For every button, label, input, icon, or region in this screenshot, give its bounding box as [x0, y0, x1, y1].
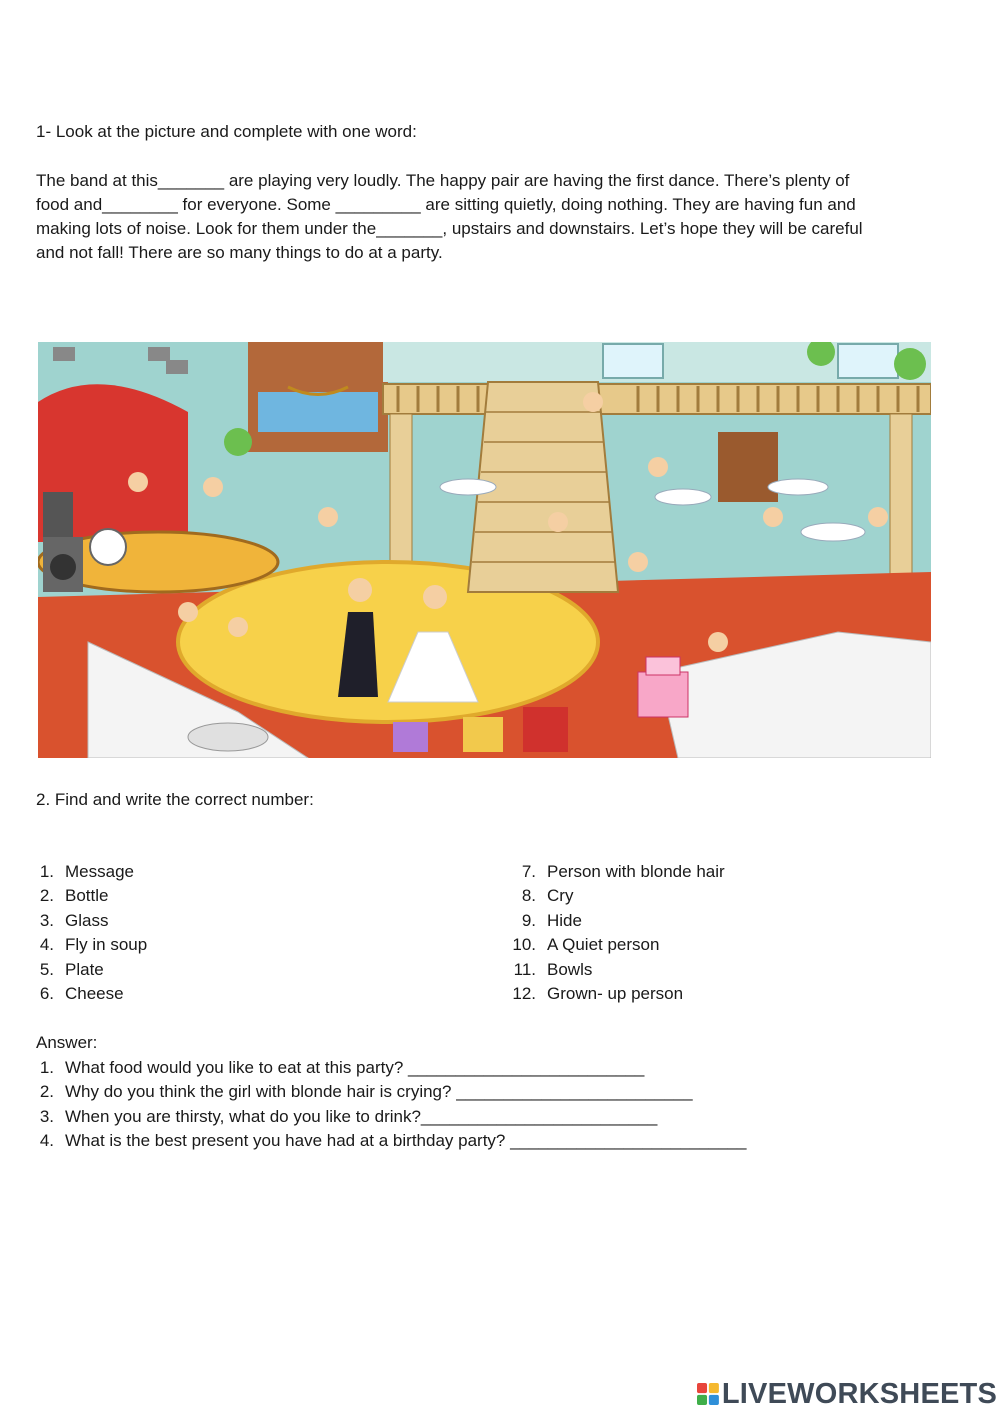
paragraph-line: and not fall! There are so many things to do at a party. [36, 243, 443, 262]
paragraph-line: food and________ for everyone. Some _________ are sitting quietly, doing nothing. They are having fun and [36, 195, 856, 214]
paragraph-line: making lots of noise. Look for them under the_______, upstairs and downstairs. Let’s hope they will be careful [36, 219, 863, 238]
list-item: 7. Person with blonde hair [521, 862, 725, 881]
exercise-1-paragraph [36, 169, 941, 265]
list-item: 5. Plate [39, 959, 104, 979]
question-item: 3. When you are thirsty, what do you like to drink?_________________________ [39, 1106, 658, 1126]
question-item: 1. What food would you like to eat at this party? _________________________ [39, 1058, 645, 1077]
list-item: 9. Hide [521, 910, 582, 930]
logo-text: LIVEWORKSHEETS [721, 1377, 997, 1410]
answer-label: Answer: [36, 1033, 98, 1052]
list-item: 6. Cheese [39, 983, 124, 1003]
list-item: 1. Message [39, 862, 134, 881]
question-item: 4. What is the best present you have had at a birthday party? _________________________ [39, 1131, 747, 1151]
list-item: 8. Cry [521, 886, 574, 906]
vocabulary-list-right [506, 860, 946, 1006]
list-item: 2. Bottle [39, 886, 109, 906]
liveworksheets-logo[interactable] [697, 1378, 997, 1410]
list-item: 12. Grown- up person [512, 983, 684, 1003]
liveworksheets-logo-icon [697, 1382, 719, 1406]
list-item: 11. Bowls [513, 959, 593, 979]
exercise-1-title: 1- Look at the picture and complete with one word: [36, 122, 417, 141]
vocabulary-list-left [24, 860, 464, 1006]
paragraph-line: The band at this_______ are playing very loudly. The happy pair are having the first dance. There’s plenty of [36, 171, 850, 190]
list-item: 3. Glass [39, 910, 109, 930]
list-item: 10. A Quiet person [512, 935, 660, 955]
question-list [24, 1056, 924, 1154]
party-scene-illustration [38, 342, 931, 758]
question-item: 2. Why do you think the girl with blonde hair is crying? _________________________ [39, 1082, 693, 1102]
list-item: 4. Fly in soup [39, 935, 148, 955]
exercise-2-title: 2. Find and write the correct number: [36, 790, 314, 809]
